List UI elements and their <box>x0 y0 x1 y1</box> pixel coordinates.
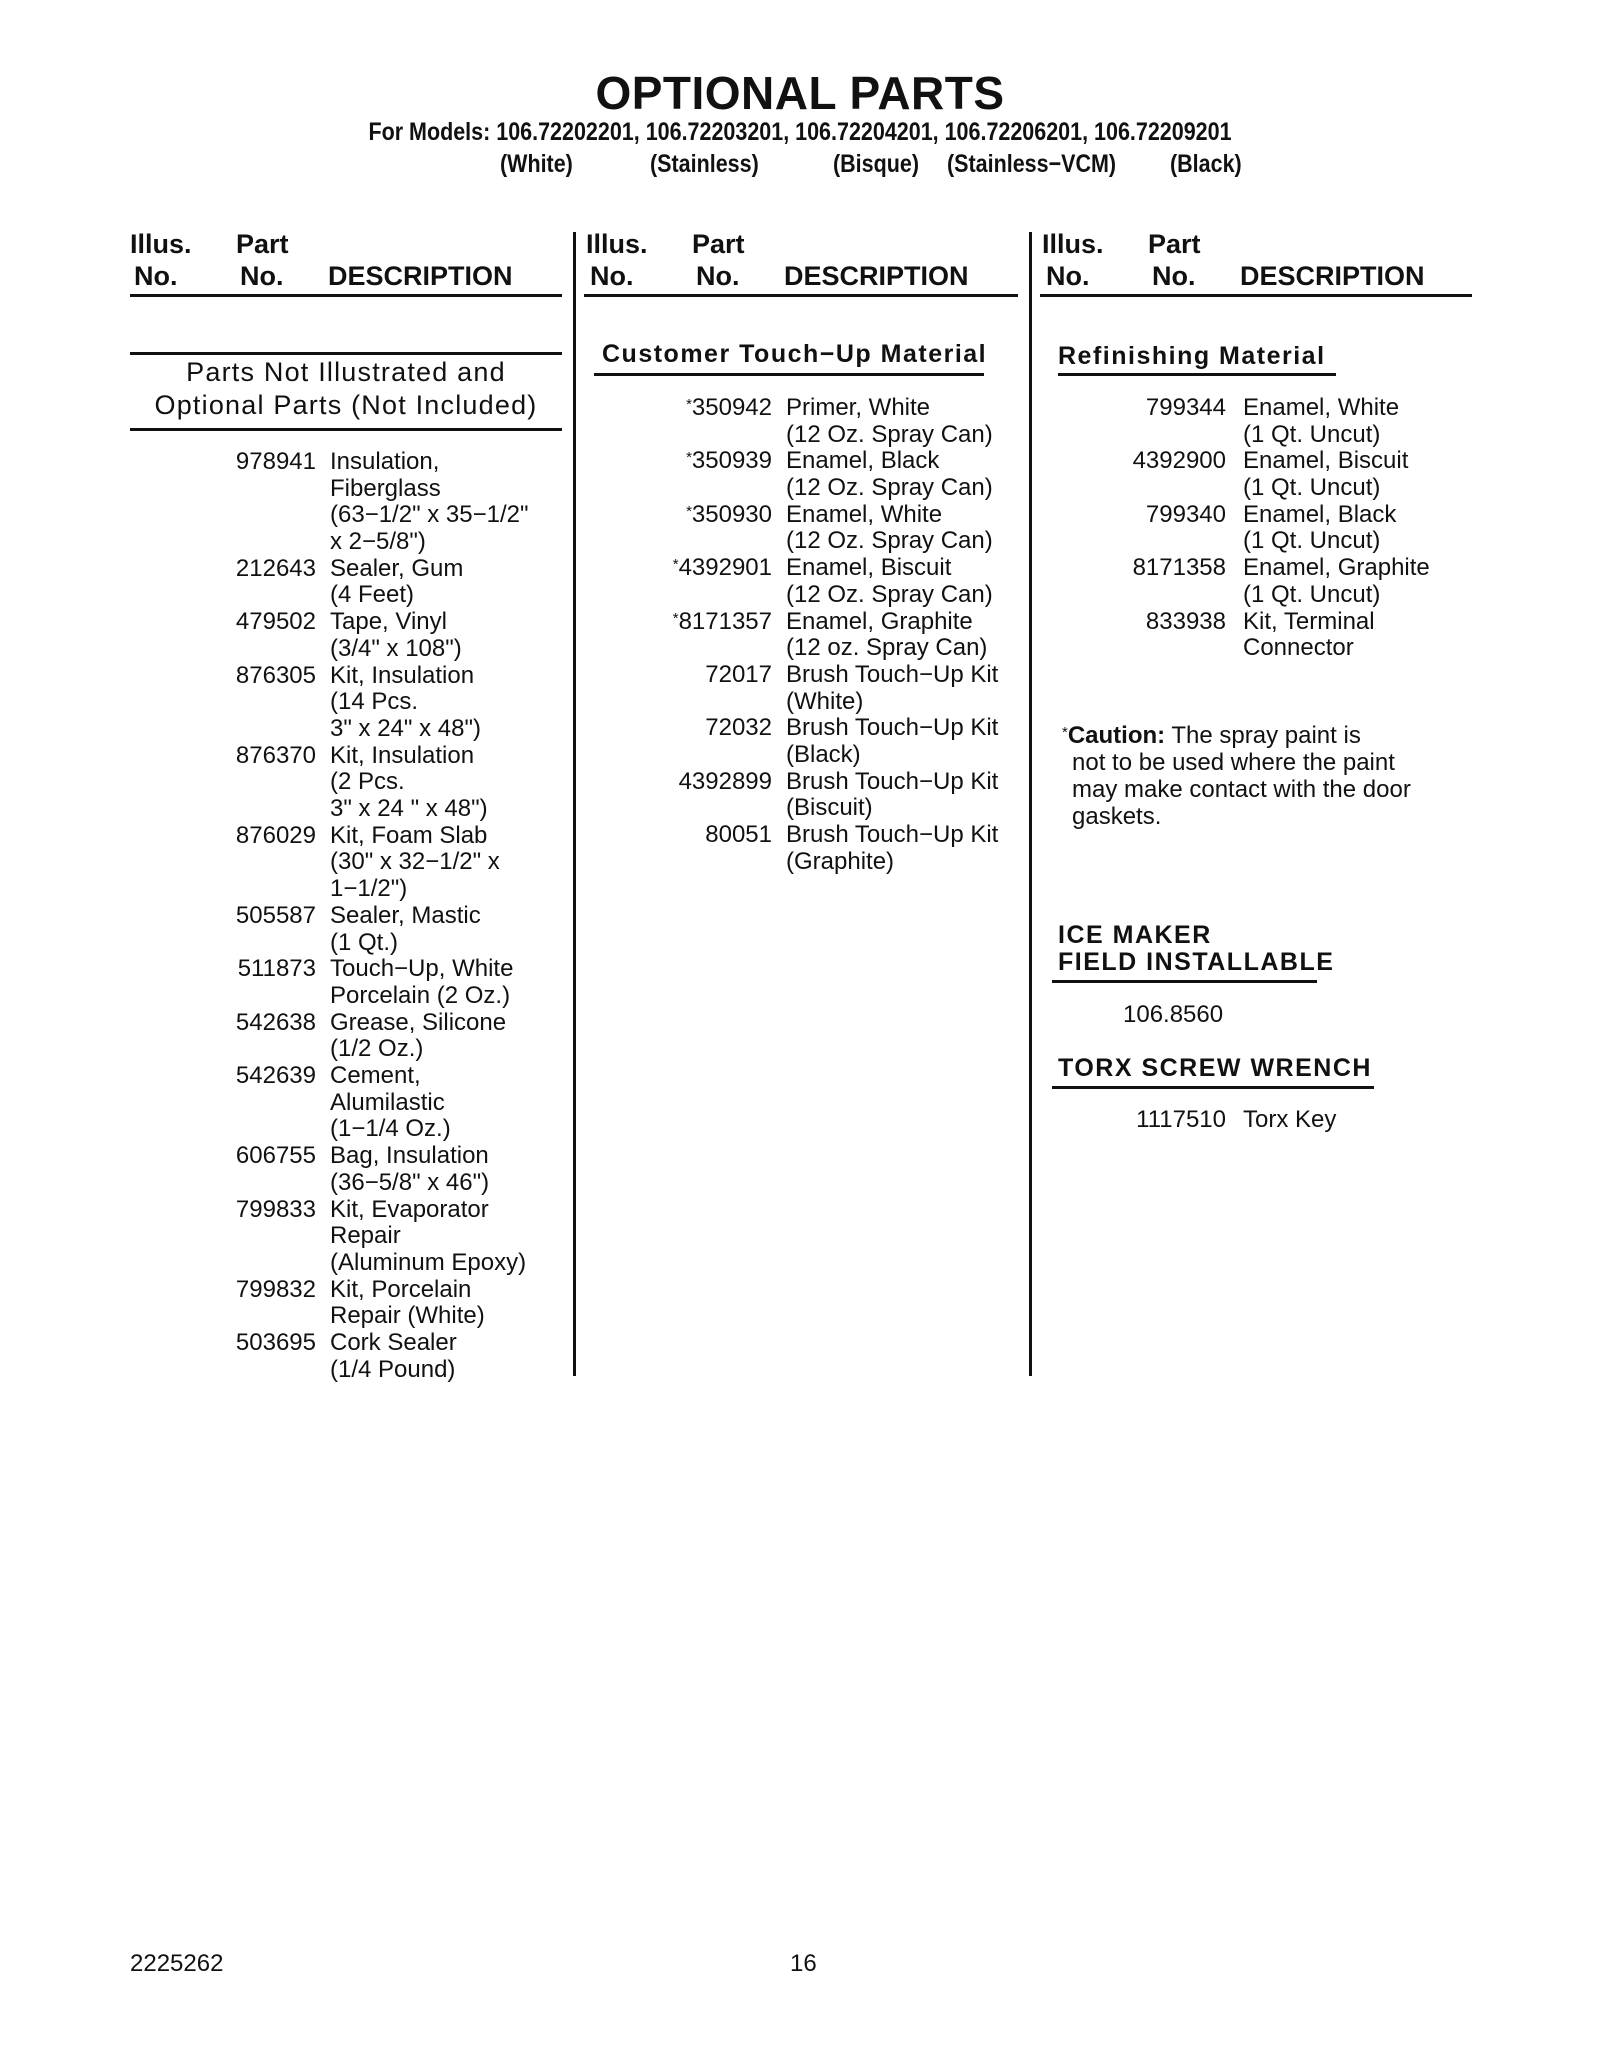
part-number <box>0 1330 316 1357</box>
header-illus: Illus. <box>130 229 192 259</box>
variant-bisque: (Bisque) <box>833 150 919 178</box>
caution-line-2: not to be used where the paint <box>1072 749 1395 776</box>
part-row <box>0 1197 1600 1277</box>
header-description: DESCRIPTION <box>328 261 513 291</box>
asterisk-marker: * <box>686 396 692 413</box>
part-description-line: (White) <box>786 687 864 715</box>
part-description-line: Cement, <box>330 1062 421 1090</box>
part-number-value: 799344 <box>1145 394 1226 421</box>
part-number-value: 799833 <box>235 1195 316 1223</box>
header-illus: Illus. <box>586 229 648 259</box>
part-number-value: 212643 <box>235 554 316 582</box>
part-description-line: (12 Oz. Spray Can) <box>786 474 993 502</box>
part-description-line: Kit, Insulation <box>330 661 475 689</box>
variant-stainless: (Stainless) <box>650 150 759 178</box>
header-part: Part <box>236 229 289 259</box>
section-title-ice-maker <box>1058 922 1334 976</box>
header-description: DESCRIPTION <box>1240 261 1425 291</box>
part-row <box>0 662 1600 715</box>
header-illus-no: No. <box>1046 261 1090 291</box>
part-number <box>0 609 1226 636</box>
part-description-line: Enamel, White <box>786 500 943 528</box>
part-description-line: Enamel, Biscuit <box>786 554 952 582</box>
part-description-line: (Biscuit) <box>786 794 873 822</box>
part-description-line: Brush Touch−Up Kit <box>786 714 999 742</box>
part-description-line: Brush Touch−Up Kit <box>786 767 999 795</box>
part-number-value: 978941 <box>235 448 316 475</box>
part-number-value: 72032 <box>705 714 772 742</box>
part-description-line: (1 Qt. Uncut) <box>1243 420 1381 448</box>
asterisk-marker: * <box>686 449 692 467</box>
part-description-line: Enamel, Graphite <box>786 607 973 635</box>
part-number <box>0 1277 316 1304</box>
part-description-line: Cork Sealer <box>330 1329 457 1357</box>
part-number-value: 876370 <box>235 741 316 769</box>
part-description-line: Touch−Up, White <box>330 955 514 983</box>
asterisk-marker: * <box>672 609 679 627</box>
part-row <box>0 1143 1600 1196</box>
doc-number: 2225262 <box>130 1950 224 1977</box>
part-description-line: Alumilastic <box>330 1088 445 1116</box>
part-number-value: 80051 <box>705 821 772 849</box>
torx-description: Torx Key <box>1243 1106 1337 1133</box>
models-line: For Models: 106.72202201, 106.72203201, 106.72204201, 106.72206201, 106.72209201 <box>368 118 1232 146</box>
variant-stainless-vcm: (Stainless−VCM) <box>947 150 1117 178</box>
part-number-value: 799832 <box>235 1275 316 1303</box>
part-description-line: (4 Feet) <box>330 581 415 609</box>
part-row <box>0 609 1600 662</box>
part-number <box>0 662 772 689</box>
part-description-line: Kit, Foam Slab <box>330 821 488 849</box>
part-description-line: (36−5/8" x 46") <box>330 1168 490 1196</box>
section-rule-refinishing <box>1058 373 1336 376</box>
part-number <box>0 769 772 796</box>
asterisk-marker: * <box>686 502 692 520</box>
part-description-line: Brush Touch−Up Kit <box>786 821 999 849</box>
caution-line-4: gaskets. <box>1072 803 1162 830</box>
header-part: Part <box>692 229 745 259</box>
header-illus-no: No. <box>590 261 634 291</box>
part-number <box>0 1197 316 1224</box>
ice-maker-title-line-1: ICE MAKER <box>1058 921 1212 949</box>
part-row <box>0 822 1600 875</box>
part-description-line: (1 Qt. Uncut) <box>1243 474 1381 502</box>
part-description-line: Kit, Terminal <box>1243 607 1375 635</box>
part-description-line: (2 Pcs. <box>330 768 405 796</box>
ice-maker-part: 106.8560 <box>1123 1001 1224 1028</box>
part-number-value: 542638 <box>235 1008 316 1036</box>
part-number-value: 479502 <box>235 608 316 636</box>
caution-line-1: The spray paint is <box>1165 722 1361 749</box>
part-description-line: Bag, Insulation <box>330 1142 489 1170</box>
part-description-line: (1/2 Oz.) <box>330 1035 424 1063</box>
part-description-line: (1 Qt. Uncut) <box>1243 580 1381 608</box>
part-number <box>0 715 772 742</box>
part-row <box>0 903 1600 956</box>
variant-white: (White) <box>500 150 573 178</box>
part-description-line: Enamel, Graphite <box>1243 554 1430 582</box>
part-description-line: Kit, Insulation <box>330 741 475 769</box>
header-rule <box>130 294 562 297</box>
part-description-line: x 2−5/8") <box>330 528 426 556</box>
section-rule-top <box>130 352 562 355</box>
variant-black: (Black) <box>1170 150 1242 178</box>
part-description-line: Enamel, Black <box>786 447 940 475</box>
part-description-line: Enamel, Black <box>1243 500 1397 528</box>
part-description-line: Primer, White <box>786 394 931 421</box>
part-number-value: 876029 <box>235 821 316 849</box>
section-title-touch-up: Customer Touch−Up Material <box>602 340 988 368</box>
part-number <box>0 1143 316 1170</box>
header-illus: Illus. <box>1042 229 1104 259</box>
part-number-value: 606755 <box>235 1142 316 1170</box>
part-number-value: 4392900 <box>1132 447 1226 475</box>
part-number <box>0 903 316 930</box>
part-description-line: (30" x 32−1/2" x <box>330 848 500 876</box>
part-description-line: Brush Touch−Up Kit <box>786 661 999 688</box>
part-description-line: Kit, Evaporator <box>330 1195 489 1223</box>
part-number-value: 503695 <box>235 1329 316 1357</box>
caution-label: Caution: <box>1067 722 1166 749</box>
caution-note <box>1062 722 1411 830</box>
part-row <box>0 1277 1600 1330</box>
part-description-line: (3/4" x 108") <box>330 634 462 662</box>
part-number-value: 833938 <box>1145 607 1226 635</box>
part-number-value: 350930 <box>691 500 772 528</box>
part-description-line: (14 Pcs. <box>330 688 419 716</box>
part-number-value: 876305 <box>235 661 316 689</box>
part-description-line: Repair (White) <box>330 1302 485 1330</box>
part-number-value: 511873 <box>237 955 316 983</box>
part-description-line: Enamel, White <box>1243 394 1400 421</box>
caution-line-3: may make contact with the door <box>1072 776 1411 803</box>
part-description-line: 1−1/2") <box>330 875 408 903</box>
torx-row <box>1058 1107 1458 1134</box>
header-illus-no: No. <box>134 261 178 291</box>
part-row <box>0 555 1600 608</box>
part-description-line: Sealer, Mastic <box>330 901 481 929</box>
part-description-line: (12 Oz. Spray Can) <box>786 527 993 555</box>
part-number-value: 8171358 <box>1132 554 1226 582</box>
part-number-value: 72017 <box>705 661 772 688</box>
part-description-line: (12 Oz. Spray Can) <box>786 580 993 608</box>
part-number-value: 542639 <box>235 1062 316 1090</box>
asterisk-marker: * <box>672 556 679 574</box>
page-title: OPTIONAL PARTS <box>595 67 1005 119</box>
torx-part-number: 1117510 <box>1136 1106 1226 1133</box>
part-description-line: Connector <box>1243 634 1354 662</box>
part-number <box>0 448 1226 475</box>
part-row <box>0 502 1600 555</box>
part-number <box>0 822 772 849</box>
part-number-value: 505587 <box>235 901 316 929</box>
part-number-value: 350942 <box>691 394 772 421</box>
part-number <box>0 956 316 983</box>
part-description-line: Porcelain (2 Oz.) <box>330 981 511 1009</box>
header-part-no: No. <box>1152 261 1196 291</box>
part-number-value: 4392899 <box>678 767 772 795</box>
part-description-line: Enamel, Biscuit <box>1243 447 1409 475</box>
ice-maker-title-line-2: FIELD INSTALLABLE <box>1058 948 1335 976</box>
part-number <box>0 1010 316 1037</box>
part-row <box>0 956 1600 1009</box>
part-number <box>0 502 1226 529</box>
page-number: 16 <box>790 1950 817 1977</box>
part-description-line: (63−1/2" x 35−1/2" <box>330 501 529 529</box>
part-number <box>0 1063 316 1090</box>
header-rule <box>584 294 1018 297</box>
section-title-line-1: Parts Not Illustrated and <box>186 357 506 387</box>
part-description-line: Fiberglass <box>330 474 441 502</box>
part-description-line: Kit, Porcelain <box>330 1275 472 1303</box>
section-title-torx: TORX SCREW WRENCH <box>1058 1054 1372 1082</box>
section-rule-ice-maker <box>1052 980 1317 983</box>
section-rule-touch-up <box>594 373 984 376</box>
header-part-no: No. <box>240 261 284 291</box>
part-number-value: 350939 <box>691 447 772 475</box>
part-description-line: 3" x 24" x 48") <box>330 714 481 742</box>
part-description-line: (Graphite) <box>786 847 895 875</box>
part-description-line: (1−1/4 Oz.) <box>330 1115 451 1143</box>
part-description-line: Repair <box>330 1222 401 1250</box>
part-number-value: 799340 <box>1145 500 1226 528</box>
section-title-line-2: Optional Parts (Not Included) <box>154 390 538 420</box>
header-part: Part <box>1148 229 1201 259</box>
part-number <box>0 395 1226 422</box>
part-number-value: 8171357 <box>678 607 772 635</box>
part-description-line: (12 oz. Spray Can) <box>786 634 988 662</box>
part-description-line: Sealer, Gum <box>330 554 464 582</box>
part-description-line: Insulation, <box>330 448 440 475</box>
section-title-refinishing: Refinishing Material <box>1058 342 1326 370</box>
header-rule <box>1040 294 1472 297</box>
part-row <box>0 395 1600 448</box>
header-part-no: No. <box>696 261 740 291</box>
part-row <box>0 448 1600 501</box>
part-description-line: (1/4 Pound) <box>330 1355 456 1383</box>
part-description-line: (1 Qt.) <box>330 928 399 956</box>
section-rule-torx <box>1052 1086 1374 1089</box>
header-description: DESCRIPTION <box>784 261 969 291</box>
caution-star: * <box>1062 724 1068 741</box>
part-number-value: 4392901 <box>678 554 772 582</box>
part-description-line: (Aluminum Epoxy) <box>330 1248 527 1276</box>
part-description-line: Tape, Vinyl <box>330 608 447 636</box>
part-description-line: (Black) <box>786 741 861 769</box>
part-description-line: Grease, Silicone <box>330 1008 507 1036</box>
part-description-line: (12 Oz. Spray Can) <box>786 420 993 448</box>
part-description-line: (1 Qt. Uncut) <box>1243 527 1381 555</box>
part-number <box>0 555 1226 582</box>
part-row <box>0 1330 1600 1383</box>
part-description-line: 3" x 24 " x 48") <box>330 795 488 823</box>
